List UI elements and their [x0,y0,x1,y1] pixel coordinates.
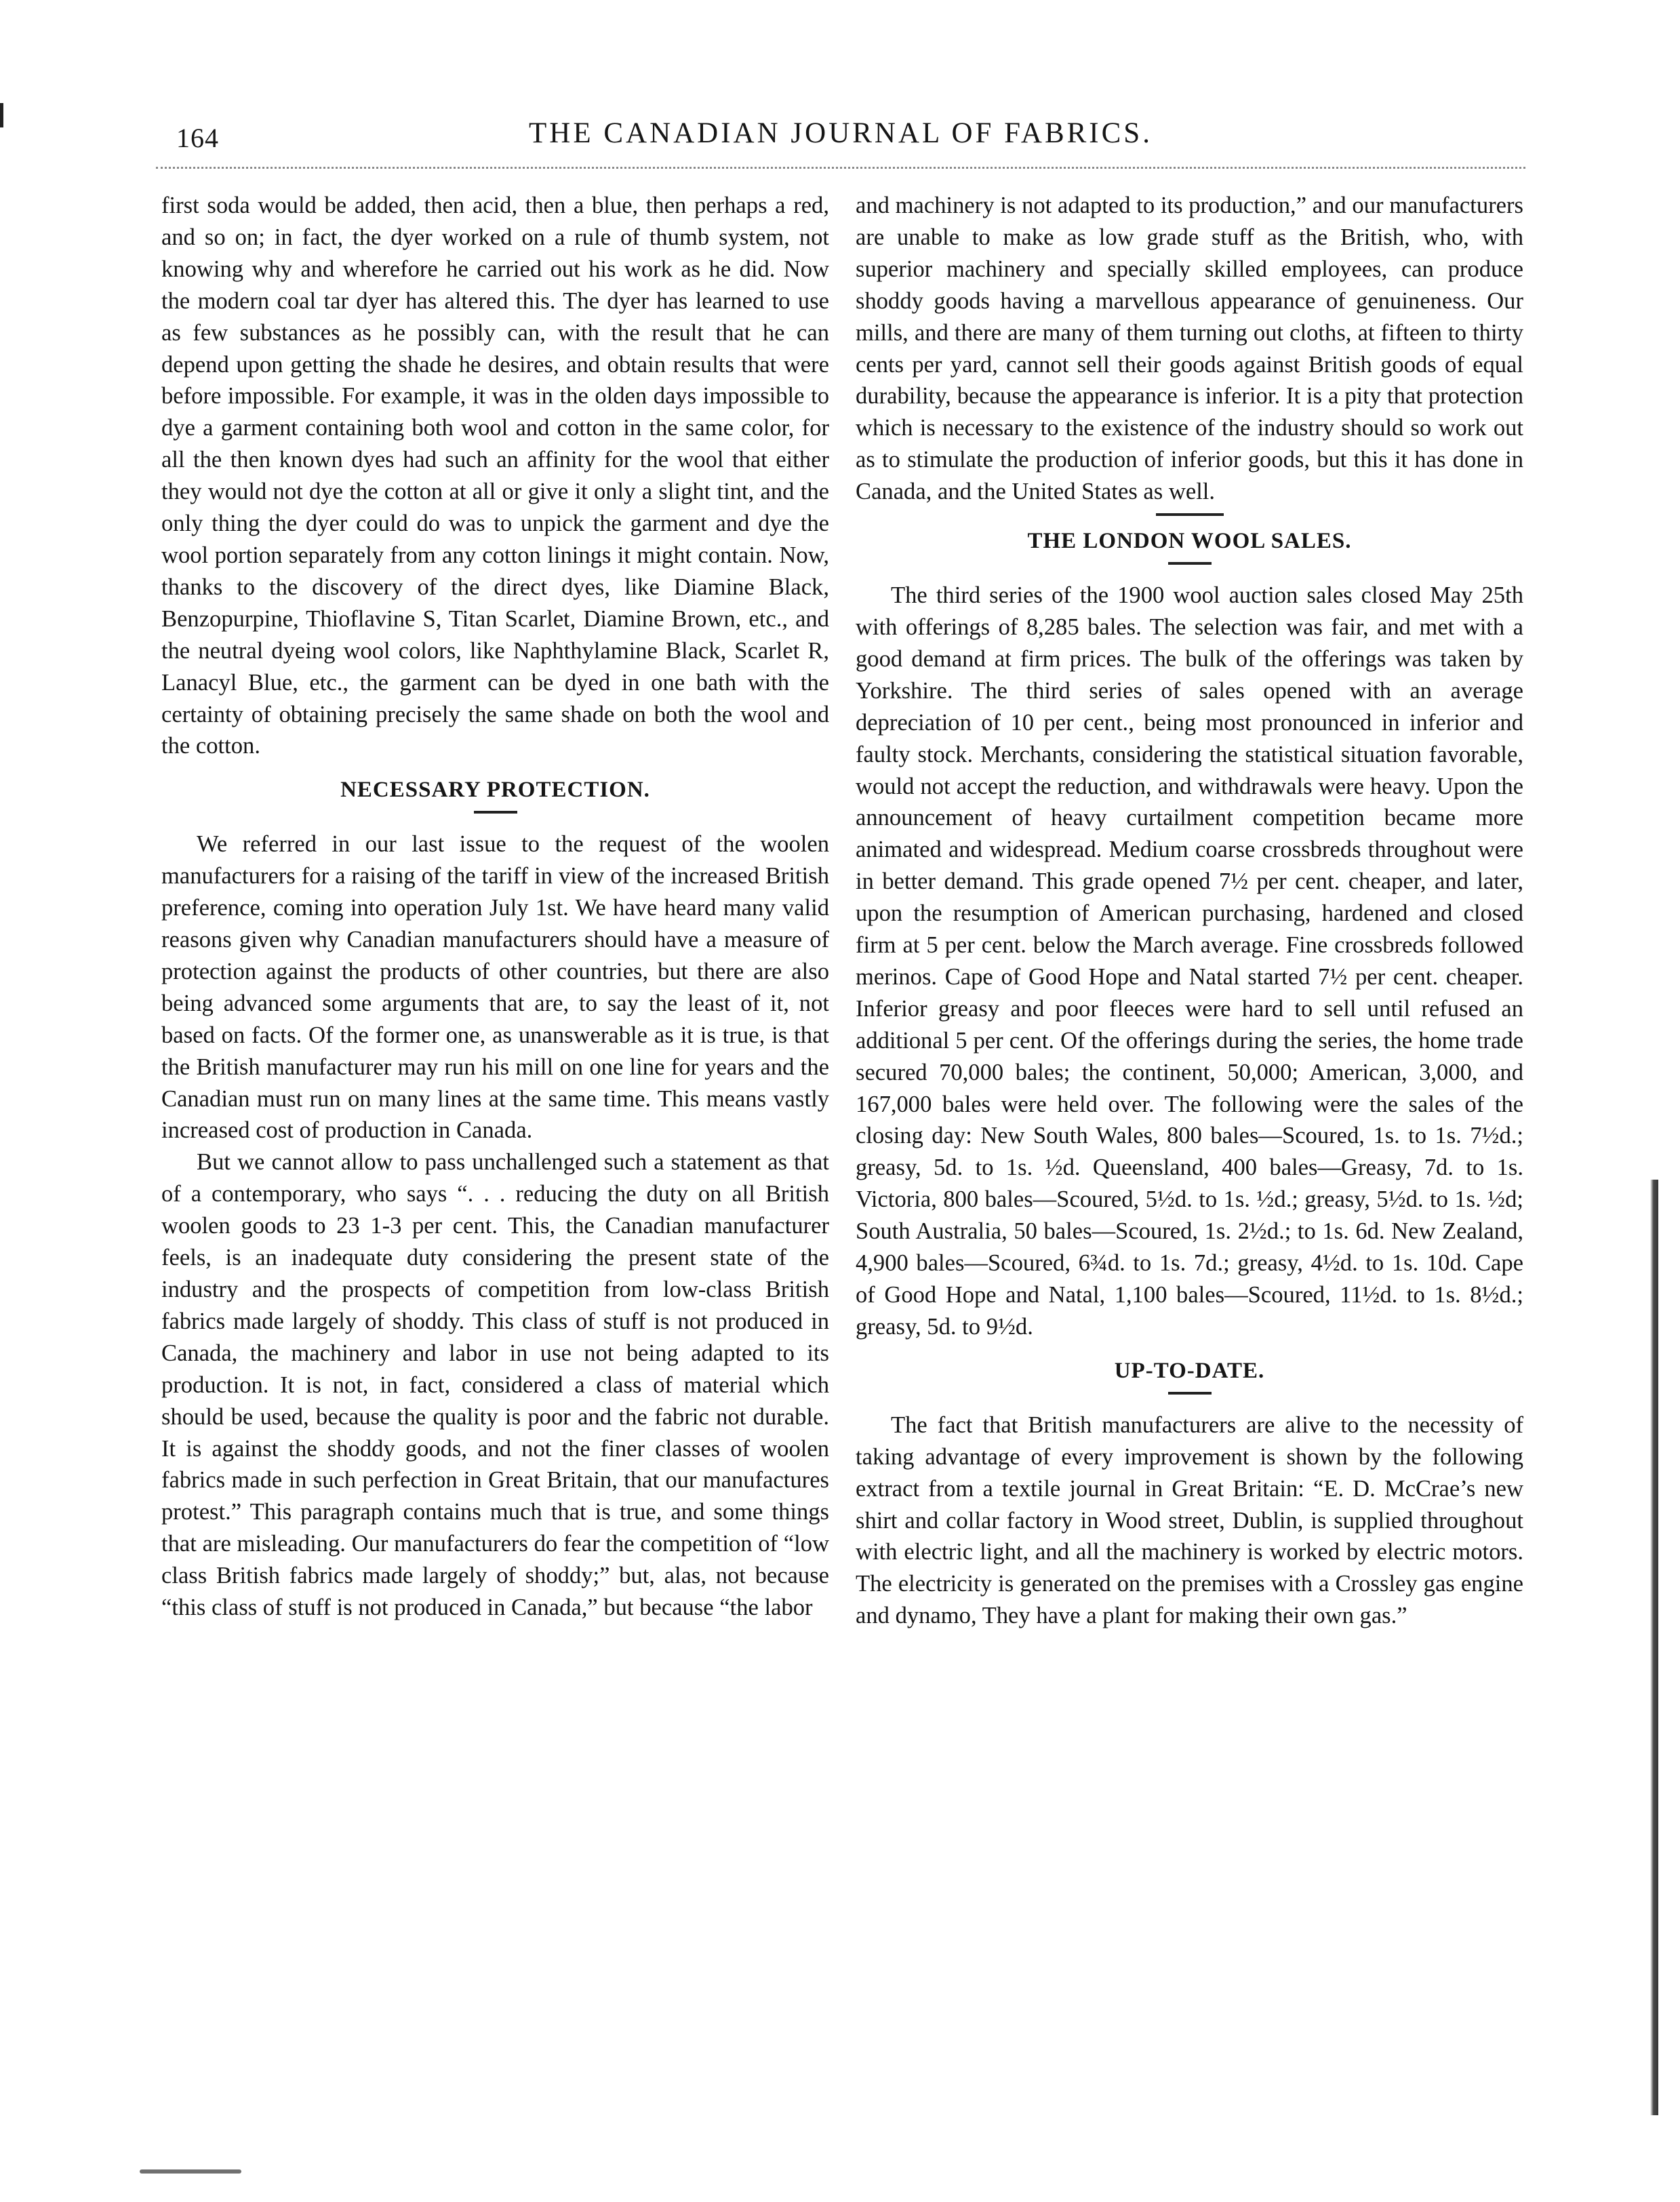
necessary-protection-paragraph-2: But we cannot allow to pass unchallenged such a statement as that of a contemporary, who says “. . . reducing the duty on all British woolen goods to 23 1-3 per cent. This, the Canadian manufacturer feels, is an inadequate duty considering the present state of the industry and the prospects of competition from low-class British fabrics made largely of shoddy. This class of stuff is not produced in Canada, the machinery and labor in use not being adapted to its production. It is not, in fact, considered a class of material which should be used, because the quality is poor and the fabric not durable. It is against the shoddy goods, and not the finer classes of woolen fabrics made in such perfection in Great Britain, that our manufactures protest.” This paragraph contains much that is true, and some things that are misleading. Our manufacturers do fear the competition of “low class British fabrics made largely of shoddy;” but, alas, not because “this class of stuff is not produced in Canada,” but because “the labor [161,1149,829,1621]
necessary-protection-paragraph-1: We referred in our last issue to the request of the woolen manufacturers for a raising of the tariff in view of the increased British preference, coming into operation July 1st. We have heard many valid reasons given why Canadian manufacturers should have a measure of protection against the products of other countries, but there are also being advanced some arguments that are, to say the least of it, not based on facts. Of the former one, as unanswerable as it is true, is that the British manufacturer may run his mill on one line for years and the Canadian must run on many lines at the same time. This means vastly increased cost of production in Canada. [161,831,829,1144]
page-header [156,114,1525,161]
page-number: 164 [176,123,219,153]
header-rule [156,167,1525,169]
necessary-protection-heading: NECESSARY PROTECTION. [340,778,650,803]
heading-rule [1168,1392,1212,1395]
spacer [856,1343,1523,1354]
scan-edge-mark [0,103,3,127]
london-wool-sales-paragraph: The third series of the 1900 wool auction sales closed May 25th with offerings of 8,285 bales. The selection was fair, and met with a good demand at firm prices. The bulk of the offerings was taken by Yorkshire. The third series of sales opened with an average depreciation of 10 per cent., being most pronounced in inferior and faulty stock. Merchants, considering the statistical situation favorable, would not accept the reduction, and withdrawals were heavy. Upon the announcement of heavy curtailment competition became more animated and widespread. Medium coarse crossbreds throughout were in better demand. This grade opened 7½ per cent. cheaper, and later, upon the resumption of American purchasing, hardened and closed firm at 5 per cent. below the March average. Fine crossbreds followed merinos. Cape of Good Hope and Natal started 7½ per cent. cheaper. Inferior greasy and poor fleeces were hard to sell until refused an additional 5 per cent. Of the offerings during the series, the home trade secured 70,000 bales; the continent, 50,000; American, 3,000, and 167,000 bales were held over. The following were the sales of the closing day: New South Wales, 800 bales—Scoured, 1s. to 1s. 7½d.; greasy, 5d. to 1s. ½d. Queensland, 400 bales—Greasy, 7d. to 1s. Victoria, 800 bales—Scoured, 5½d. to 1s. ½d.; greasy, 5½d. to 1s. ½d; South Australia, 50 bales—Scoured, 1s. 2½d.; to 1s. 6d. New Zealand, 4,900 bales—Scoured, 6¾d. to 1s. 7d.; greasy, 4½d. to 1s. 10d. Cape of Good Hope and Natal, 1,100 bales—Scoured, 11½d. to 1s. 8½d.; greasy, 5d. to 9½d. [856,582,1523,1340]
section-separator-rule [1156,513,1224,516]
scan-smudge [140,2169,241,2174]
protection-article-continuation: and machinery is not adapted to its production,” and our manufacturers are unable to make as low grade stuff as the British, who, with superior machinery and specially skilled employees, can produce shoddy goods having a marvellous appearance of genuineness. Our mills, and there are many of them turning out cloths, at fifteen to thirty cents per yard, cannot sell their goods against British goods of equal durability, because the appearance is inferior. It is a pity that protection which is necessary to the existence of the industry should so work out as to stimulate the production of inferior goods, but this it has done in Canada, and the United States as well. [856,193,1523,505]
london-wool-sales-heading: THE LONDON WOOL SALES. [1027,529,1352,554]
up-to-date-paragraph: The fact that British manufacturers are alive to the necessity of taking advantage of every improvement is shown by the following extract from a textile journal in Great Britain: “E. D. McCrae’s new shirt and collar factory in Wood street, Dublin, is supplied throughout with electric light, and all the machinery is worked by electric motors. The electricity is generated on the premises with a Crossley gas engine and dynamo, They have a plant for making their own gas.” [856,1412,1523,1629]
dye-article-continuation: first soda would be added, then acid, then a blue, then perhaps a red, and so on; in fact, the dyer worked on a rule of thumb system, not knowing why and wherefore he carried out his work as he did. Now the modern coal tar dyer has altered this. The dyer has learned to use as few substances as he possibly can, with the result that he can depend upon getting the shade he desires, and obtain results that were before impossible. For example, it was in the olden days impossible to dye a garment containing both wool and cotton in the same color, for all the then known dyes had such an affinity for the wool that either they would not dye the cotton at all or give it only a slight tint, and the only thing the dyer could do was to unpick the garment and dye the wool portion separately from any cotton linings it might contain. Now, thanks to the discovery of the direct dyes, like Diamine Black, Benzopurpine, Thioflavine S, Titan Scarlet, Diamine Brown, etc., and the neutral dyeing wool colors, like Naphthylamine Black, Scarlet R, Lanacyl Blue, etc., the garment can be dyed in one bath with the certainty of obtaining precisely the same shade on both the wool and the cotton. [161,193,829,759]
left-column [161,190,829,1624]
heading-rule [1168,562,1212,565]
scan-binding-shadow [1650,1180,1658,2115]
right-column [856,190,1523,1632]
up-to-date-heading: UP-TO-DATE. [1114,1358,1265,1383]
running-title: THE CANADIAN JOURNAL OF FABRICS. [529,117,1153,149]
spacer [161,762,829,773]
heading-rule [474,811,517,814]
